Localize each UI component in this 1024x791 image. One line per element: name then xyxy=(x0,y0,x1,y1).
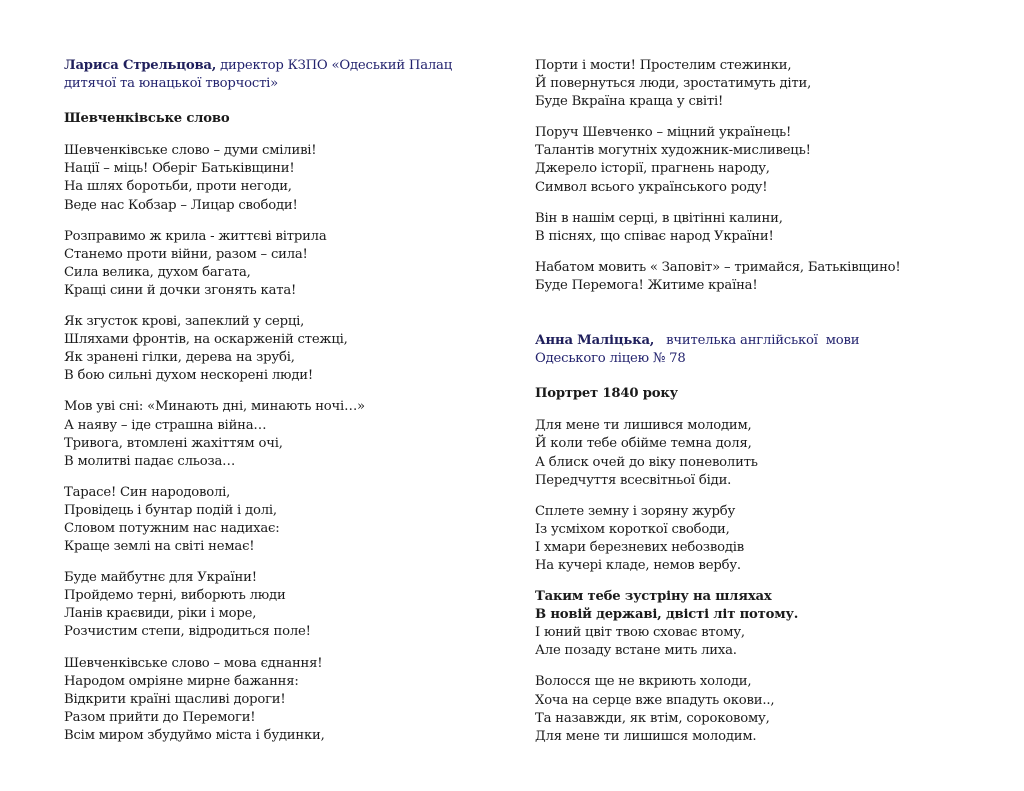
poem-continuation xyxy=(535,57,955,295)
poem-line: Для мене ти лишився молодим, xyxy=(535,418,752,434)
stanza xyxy=(535,210,955,246)
poem-line: Сплете земну і зоряну журбу xyxy=(535,503,736,519)
poem-line: Як зранені гілки, дерева на зрубі, xyxy=(64,350,295,366)
stanza xyxy=(535,588,955,660)
poem-line: Але позаду встане мить лиха. xyxy=(535,643,737,659)
author-role-continued: дитячої та юнацької творчості» xyxy=(64,76,279,92)
poem-line: А наяву – іде страшна війна… xyxy=(64,417,267,433)
poem-line: І юний цвіт твою сховає втому, xyxy=(535,625,745,641)
poem-line: Як згусток крові, запеклий у серці, xyxy=(64,314,305,330)
stanza xyxy=(64,655,494,745)
poem-line: Шевченківське слово – думи сміливі! xyxy=(64,143,317,159)
poem-line: В молитві падає сльоза… xyxy=(64,453,236,469)
poem-line: Тарасе! Син народоволі, xyxy=(64,484,231,500)
poem-line: Й коли тебе обійме темна доля, xyxy=(535,436,752,452)
author-role: вчителька англійської мови xyxy=(654,333,860,349)
poem-line: Станемо проти війни, разом – сила! xyxy=(64,246,308,262)
stanza xyxy=(64,228,494,300)
poem-body-shevchenkivske-slovo xyxy=(64,142,494,745)
poem-title: Портрет 1840 року xyxy=(535,386,678,402)
stanza xyxy=(64,142,494,214)
poem-line: Сила велика, духом багата, xyxy=(64,264,251,280)
poem-line: Розчистим степи, відродиться поле! xyxy=(64,624,311,640)
stanza xyxy=(535,417,955,489)
poem-line: Пройдемо терні, виборють люди xyxy=(64,588,286,604)
poem-line: На шлях боротьби, проти негоди, xyxy=(64,179,292,195)
poem-line: Й повернуться люди, зростатимуть діти, xyxy=(535,76,812,92)
author-role-continued: Одеського ліцею № 78 xyxy=(535,351,686,367)
poem-line: Порти і мости! Простелим стежинки, xyxy=(535,58,792,73)
poem-line: Відкрити країні щасливі дороги! xyxy=(64,691,286,707)
stanza xyxy=(535,259,955,295)
poem-line: Набатом мовить « Заповіт» – тримайся, Батьківщино! xyxy=(535,259,901,275)
poem-line: Талантів могутніх художник-мисливець! xyxy=(535,143,811,159)
poem-line: Поруч Шевченко – міцний українець! xyxy=(535,125,792,141)
poem-title: Шевченківське слово xyxy=(64,111,230,127)
author-role: директор КЗПО «Одеський Палац xyxy=(216,58,452,73)
poem-line: Народом омріяне мирне бажання: xyxy=(64,673,299,689)
stanza xyxy=(64,398,494,470)
poem-line: Розправимо ж крила - життєві вітрила xyxy=(64,228,327,244)
author-credit-streltsova xyxy=(64,57,494,93)
poem-line: В піснях, що співає народ України! xyxy=(535,228,774,244)
poem-line: Для мене ти лишишся молодим. xyxy=(535,728,757,744)
poem-line: Символ всього українського роду! xyxy=(535,179,768,195)
poem-line: Із усміхом короткої свободи, xyxy=(535,521,730,537)
stanza xyxy=(535,124,955,196)
stanza xyxy=(64,569,494,641)
poem-line: В новій державі, двісті літ потому. xyxy=(535,607,799,623)
stanza xyxy=(64,313,494,385)
poem-line: На кучері кладе, немов вербу. xyxy=(535,557,741,573)
poem-line: Буде Вкраїна краща у світі! xyxy=(535,94,724,110)
poem-line: Краще землі на світі немає! xyxy=(64,539,255,555)
poem-line: Мов уві сні: «Минають дні, минають ночі…» xyxy=(64,399,365,415)
stanza xyxy=(535,673,955,745)
poem-line: Буде Перемога! Житиме країна! xyxy=(535,277,758,293)
poem-line: Тривога, втомлені жахіттям очі, xyxy=(64,435,283,451)
author-credit-malitska xyxy=(535,332,955,368)
stanza xyxy=(535,57,955,111)
poem-line: Волосся ще не вкриють холоди, xyxy=(535,674,752,690)
author-name: Анна Маліцька, xyxy=(535,333,655,349)
poem-line: Шляхами фронтів, на оскарженій стежці, xyxy=(64,332,348,348)
poem-line: Словом потужним нас надихає: xyxy=(64,520,280,536)
author-name: Лариса Стрельцова, xyxy=(64,58,217,73)
poem-line: Веде нас Кобзар – Лицар свободи! xyxy=(64,197,298,213)
poem-line: Провідець і бунтар подій і долі, xyxy=(64,502,277,518)
right-column xyxy=(535,57,955,759)
poem-line: В бою сильні духом нескорені люди! xyxy=(64,368,313,384)
stanza xyxy=(64,484,494,556)
poem-line: Таким тебе зустріну на шляхах xyxy=(535,589,772,605)
poem-line: Та назавжди, як втім, сороковому, xyxy=(535,710,770,726)
poem-body-portret-1840 xyxy=(535,417,955,746)
poem-line: Всім миром збудуймо міста і будинки, xyxy=(64,727,325,743)
poem-line: Буде майбутнє для України! xyxy=(64,570,257,586)
left-column xyxy=(64,57,494,758)
poem-line: Хоча на серце вже впадуть окови.., xyxy=(535,692,775,708)
poem-line: А блиск очей до віку поневолить xyxy=(535,454,758,470)
poem-line: І хмари березневих небозводів xyxy=(535,539,744,555)
poem-line: Ланів краєвиди, ріки і море, xyxy=(64,606,257,622)
poem-line: Він в нашім серці, в цвітінні калини, xyxy=(535,210,783,226)
poem-line: Передчуття всесвітньої біди. xyxy=(535,472,732,488)
stanza xyxy=(535,503,955,575)
poem-line: Кращі сини й дочки згонять ката! xyxy=(64,282,297,298)
poem-line: Нації – міць! Оберіг Батьківщини! xyxy=(64,161,295,177)
poem-line: Джерело історії, прагнень народу, xyxy=(535,161,770,177)
poem-line: Шевченківське слово – мова єднання! xyxy=(64,655,323,671)
poem-line: Разом прийти до Перемоги! xyxy=(64,709,256,725)
